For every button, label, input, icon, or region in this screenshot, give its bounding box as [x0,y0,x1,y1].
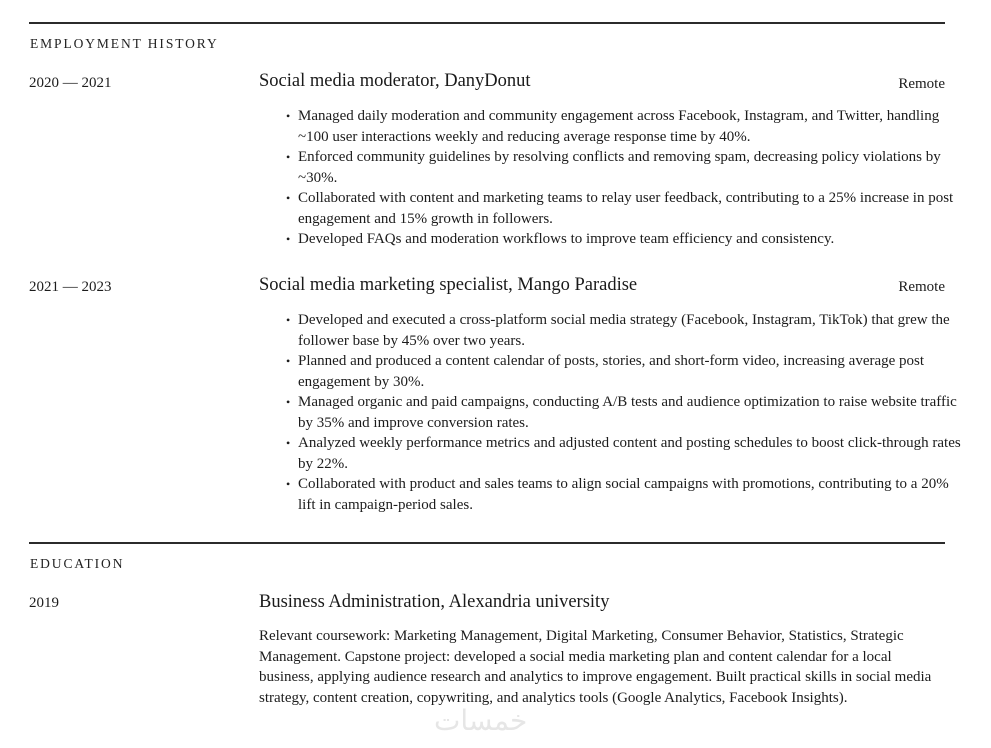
job-bullet: • Developed FAQs and moderation workflows to improve team efficiency and consistency. [298,229,966,250]
section-divider-employment [29,22,945,24]
job-bullet: • Collaborated with product and sales teams to align social campaigns with promotions, contributing to a 20% lift in campaign-period sales. [298,474,966,515]
job-bullet: • Collaborated with content and marketing teams to relay user feedback, contributing to a 25% increase in post engagement and 15% growth in followers. [298,188,966,229]
job-bullet: • Managed organic and paid campaigns, conducting A/B tests and audience optimization to raise website traffic by 35% and improve conversion rates. [298,392,966,433]
job-title: Social media moderator, DanyDonut [259,71,531,91]
job-bullet: • Managed daily moderation and community engagement across Facebook, Instagram, and Twitter, handling ~100 user interactions weekly and reducing average response time by 40%. [298,106,966,147]
job-bullet-list [281,106,966,250]
education-dates: 2019 [29,595,59,611]
section-title-education: EDUCATION [30,556,125,571]
education-description: Relevant coursework: Marketing Management, Digital Marketing, Consumer Behavior, Statistics, Strategic Management. Capstone project: developed a social media marketing plan and content calendar for a local business, applying audience research and analytics to improve engagement. Built practical skills in social media strategy, content creation, copywriting, and analytics tools (Google Analytics, Facebook Insights). [259,628,932,706]
section-title-employment: EMPLOYMENT HISTORY [30,36,219,51]
job-title: Social media marketing specialist, Mango Paradise [259,275,638,295]
watermark-logo: خمسات [434,704,528,737]
section-divider-education [29,542,945,544]
job-bullet: • Developed and executed a cross-platform social media strategy (Facebook, Instagram, TikTok) that grew the follower base by 45% over two years. [298,310,966,351]
education-title: Business Administration, Alexandria university [259,592,610,612]
job-bullet-list [281,310,966,515]
job-location: Remote [898,279,945,295]
job-location: Remote [898,76,945,92]
job-bullet: • Planned and produced a content calendar of posts, stories, and short-form video, increasing average post engagement by 30%. [298,351,966,392]
job-bullet: • Analyzed weekly performance metrics and adjusted content and posting schedules to boost click-through rates by 22%. [298,433,966,474]
job-dates: 2021 — 2023 [29,279,112,295]
job-bullet: • Enforced community guidelines by resolving conflicts and removing spam, decreasing policy violations by ~30%. [298,147,966,188]
job-dates: 2020 — 2021 [29,75,112,91]
